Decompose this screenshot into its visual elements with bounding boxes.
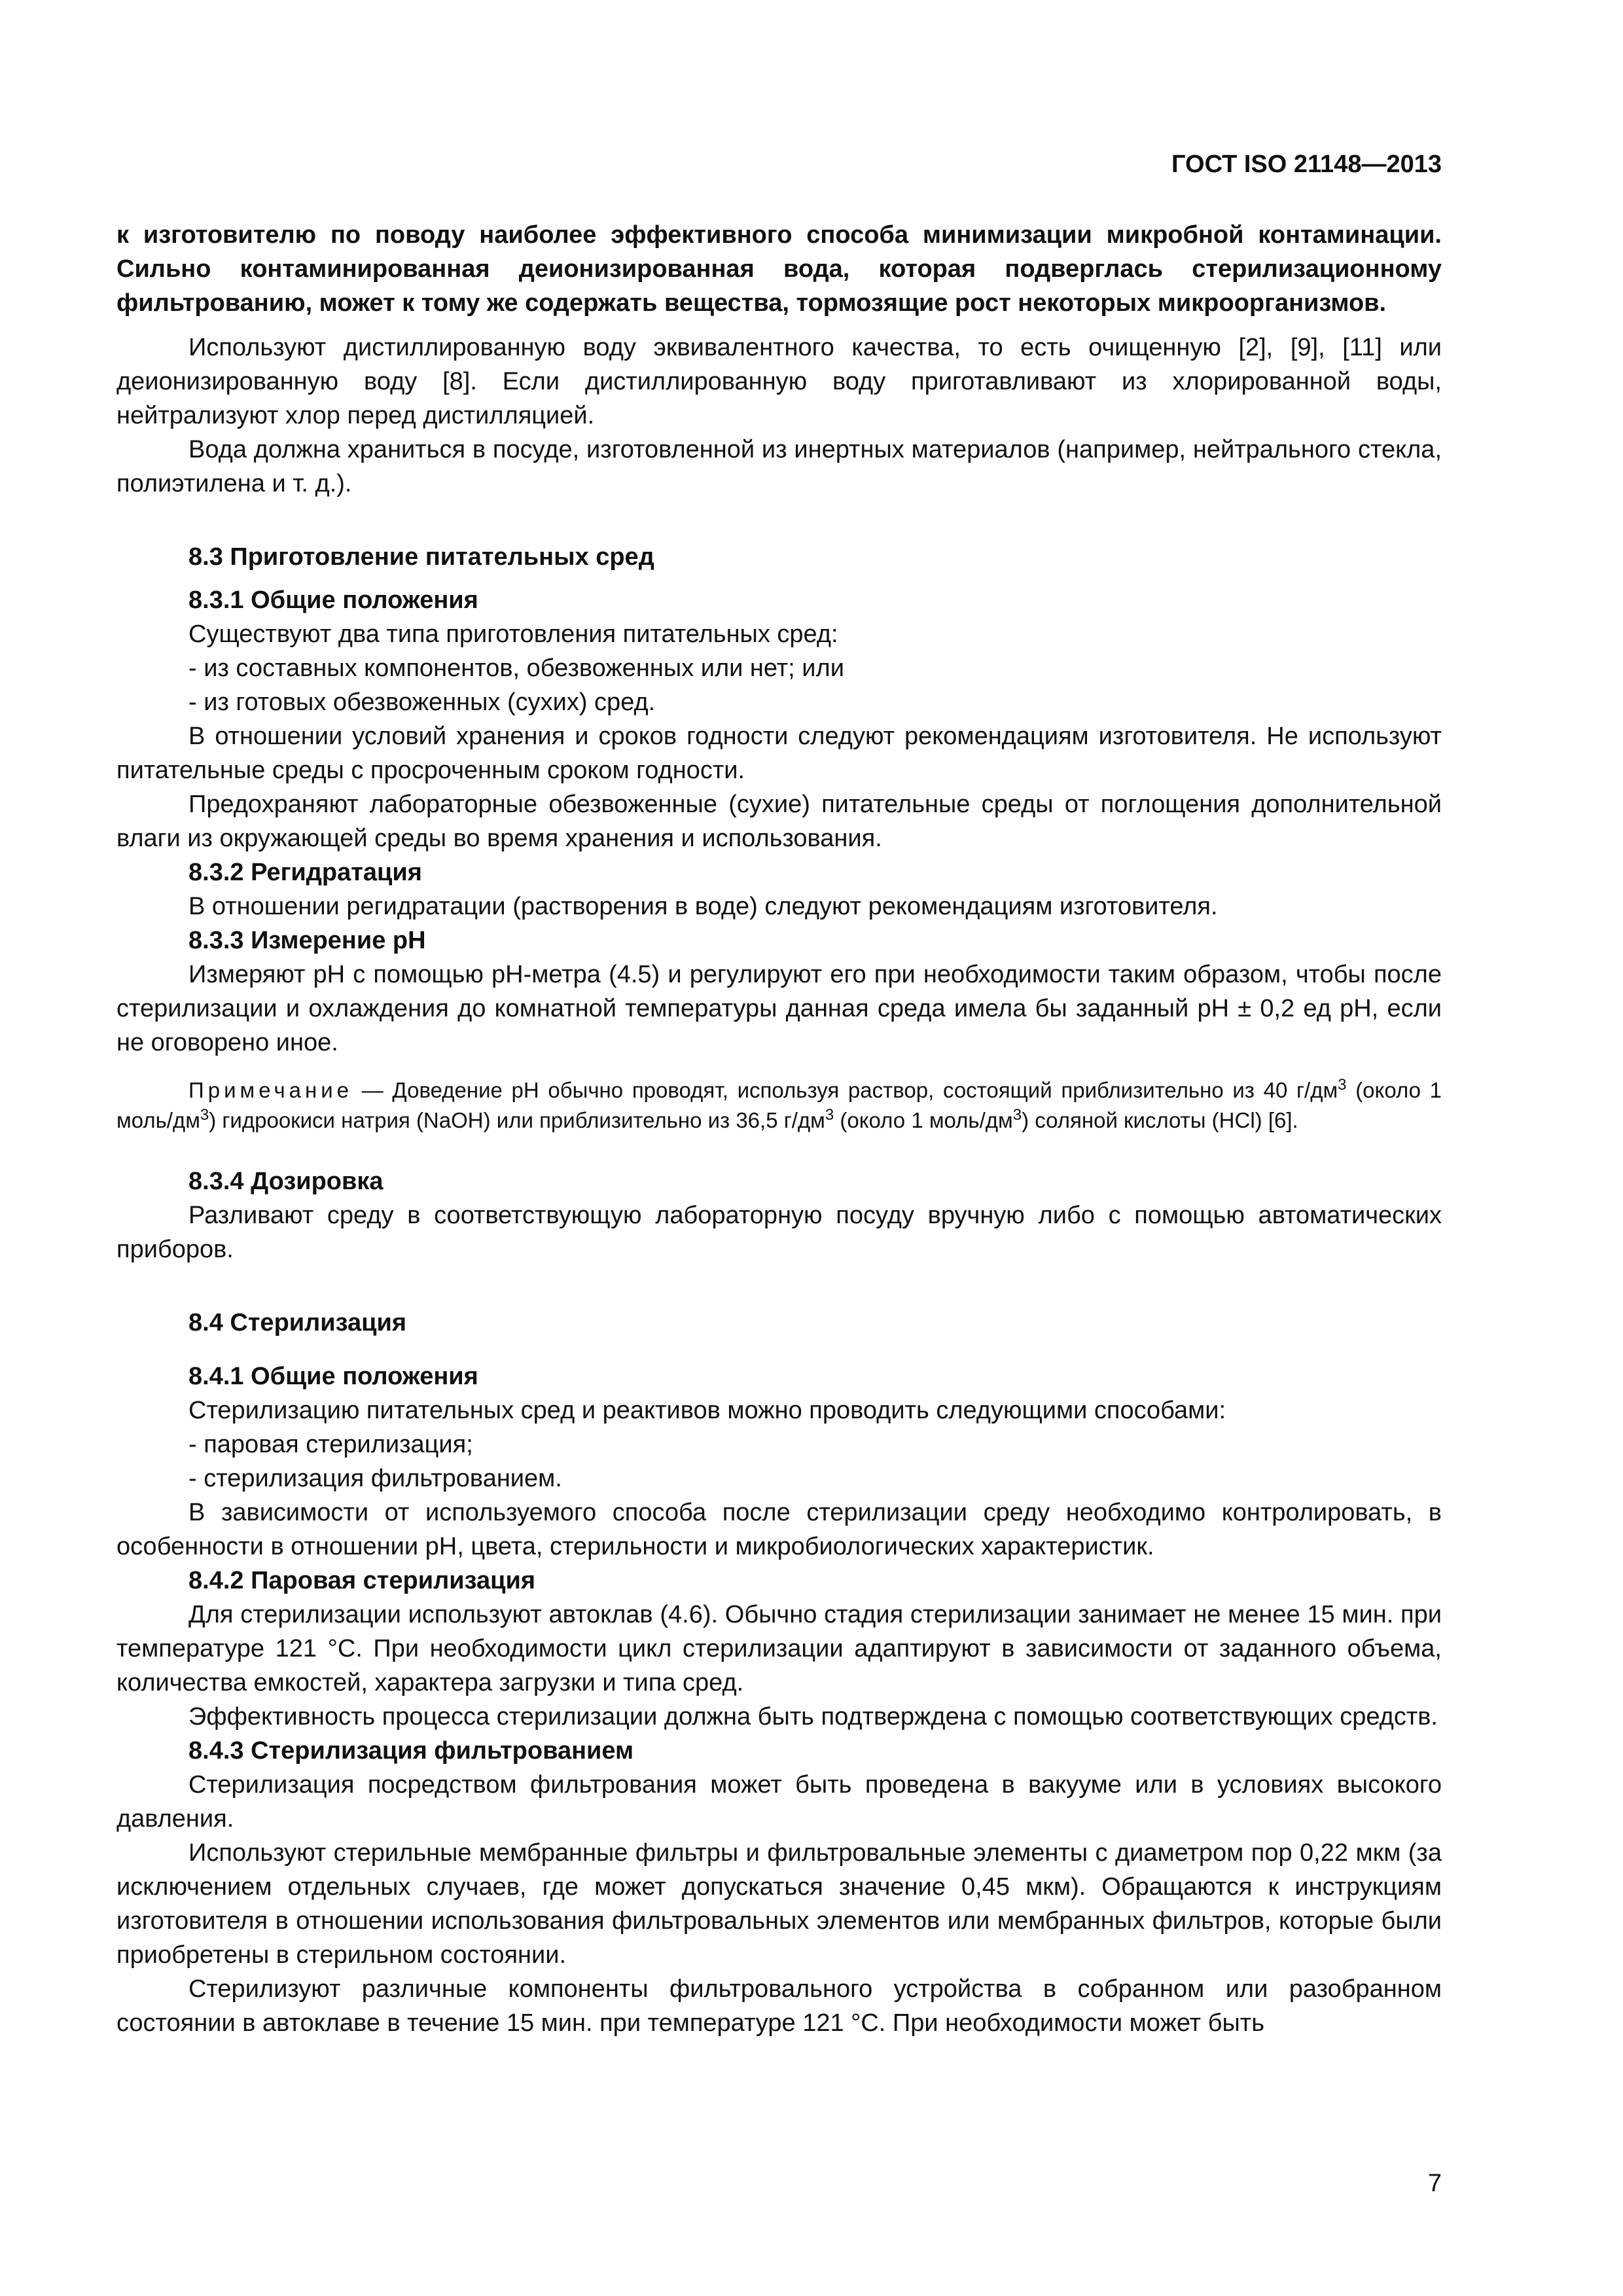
section-8-4-title: 8.4 Стерилизация: [188, 1309, 407, 1336]
note-superscript: 3: [1012, 1106, 1022, 1124]
section-8-4-3-paragraph-1: Стерилизация посредством фильтрования может быть проведена в вакууме или в условиях высокого давления.: [116, 1771, 1442, 1833]
section-8-4-2-paragraph-1: Для стерилизации используют автоклав (4.6). Обычно стадия стерилизации занимает не менее 15 мин. при температуре 121 °С. При необходимости цикл стерилизации адаптируют в зависимости от заданного объема, количества емкостей, характера загрузки и типа сред.: [116, 1601, 1442, 1696]
list-item: - из готовых обезвоженных (сухих) сред.: [188, 689, 656, 716]
section-8-4-3-title: 8.4.3 Стерилизация фильтрованием: [188, 1737, 634, 1765]
note-text-2: (около 1 моль/дм: [116, 1078, 1442, 1132]
list-item: - паровая стерилизация;: [188, 1431, 473, 1458]
note-superscript: 3: [1338, 1076, 1347, 1094]
note-label: Примечание: [188, 1078, 353, 1102]
section-8-4-3-paragraph-3: Стерилизуют различные компоненты фильтровального устройства в собранном или разобранном состоянии в автоклаве в течение 15 мин. при температуре 121 °С. При необходимости может быть: [116, 1975, 1442, 2037]
document-page: [116, 147, 1442, 2040]
list-item: - из составных компонентов, обезвоженных или нет; или: [188, 655, 844, 682]
document-header: ГОСТ ISO 21148—2013: [1171, 151, 1442, 178]
section-8-3-title: 8.3 Приготовление питательных сред: [188, 543, 654, 571]
note-superscript: 3: [825, 1106, 834, 1124]
section-8-3-2-title: 8.3.2 Регидратация: [188, 859, 422, 886]
section-8-3-3-paragraph: Измеряют pH с помощью pH-метра (4.5) и регулируют его при необходимости таким образом, чтобы после стерилизации и охлаждения до комнатной температуры данная среда имела бы заданный pH ± 0,2 ед pH, если не оговорено иное.: [116, 961, 1442, 1056]
section-8-3-3-title: 8.3.3 Измерение pH: [188, 927, 426, 954]
section-8-4-1-title: 8.4.1 Общие положения: [188, 1363, 478, 1390]
section-8-3-4-title: 8.3.4 Дозировка: [188, 1168, 383, 1195]
section-8-3-1-paragraph-2: В отношении условий хранения и сроков годности следуют рекомендациям изготовителя. Не используют питательные среды с просроченным сроком годности.: [116, 723, 1442, 784]
note-paragraph: [116, 1075, 1442, 1136]
section-8-3-1-title: 8.3.1 Общие положения: [188, 586, 478, 614]
section-8-4-1-paragraph-2: В зависимости от используемого способа после стерилизации среду необходимо контролировать, в особенности в отношении pH, цвета, стерильности и микробиологических характеристик.: [116, 1499, 1442, 1560]
section-8-3-1-paragraph-3: Предохраняют лабораторные обезвоженные (сухие) питательные среды от поглощения дополнительной влаги из окружающей среды во время хранения и использования.: [116, 791, 1442, 852]
section-8-3-1-paragraph-1: Существуют два типа приготовления питательных сред:: [188, 620, 838, 648]
intro-bold-paragraph: к изготовителю по поводу наиболее эффективного способа минимизации микробной контаминации. Сильно контаминированная деионизированная вода, которая подверглась стерилизационному фильтрованию, может к тому же содержать вещества, тормозящие рост некоторых микроорганизмов.: [116, 221, 1442, 317]
note-superscript: 3: [200, 1106, 209, 1124]
water-paragraph-1: Используют дистиллированную воду эквивалентного качества, то есть очищенную [2], [9], [11] или деионизированную воду [8]. Если дистиллированную воду приготавливают из хлорированной воды, нейтрализуют хлор перед дистилляцией.: [116, 334, 1442, 429]
list-item: - стерилизация фильтрованием.: [188, 1465, 562, 1492]
section-8-4-2-title: 8.4.2 Паровая стерилизация: [188, 1567, 536, 1594]
section-8-4-3-paragraph-2: Используют стерильные мембранные фильтры и фильтровальные элементы с диаметром пор 0,22 мкм (за исключением отдельных случаев, где может допускаться значение 0,45 мкм). Обращаются к инструкциям изготовителя в отношении использования фильтровальных элементов или мембранных фильтров, которые были приобретены в стерильном состоянии.: [116, 1839, 1442, 1969]
note-text-3: ) гидроокиси натрия (NaOH) или приблизительно из 36,5 г/дм: [209, 1108, 825, 1132]
section-8-4-2-paragraph-2: Эффективность процесса стерилизации должна быть подтверждена с помощью соответствующих средств.: [188, 1703, 1438, 1731]
section-8-4-1-paragraph-1: Стерилизацию питательных сред и реактивов можно проводить следующими способами:: [188, 1397, 1226, 1424]
section-8-3-4-paragraph: Разливают среду в соответствующую лабораторную посуду вручную либо с помощью автоматических приборов.: [116, 1202, 1442, 1263]
page-number: 7: [1427, 2170, 1442, 2197]
section-8-3-2-paragraph: В отношении регидратации (растворения в воде) следуют рекомендациям изготовителя.: [188, 893, 1218, 920]
water-paragraph-2: Вода должна храниться в посуде, изготовленной из инертных материалов (например, нейтрального стекла, полиэтилена и т. д.).: [116, 436, 1442, 497]
note-text-5: ) соляной кислоты (HCl) [6].: [1022, 1108, 1298, 1132]
note-text-4: (около 1 моль/дм: [834, 1108, 1013, 1132]
note-text-1: — Доведение pH обычно проводят, используя раствор, состоящий приблизительно из 40 г/дм: [353, 1078, 1338, 1102]
